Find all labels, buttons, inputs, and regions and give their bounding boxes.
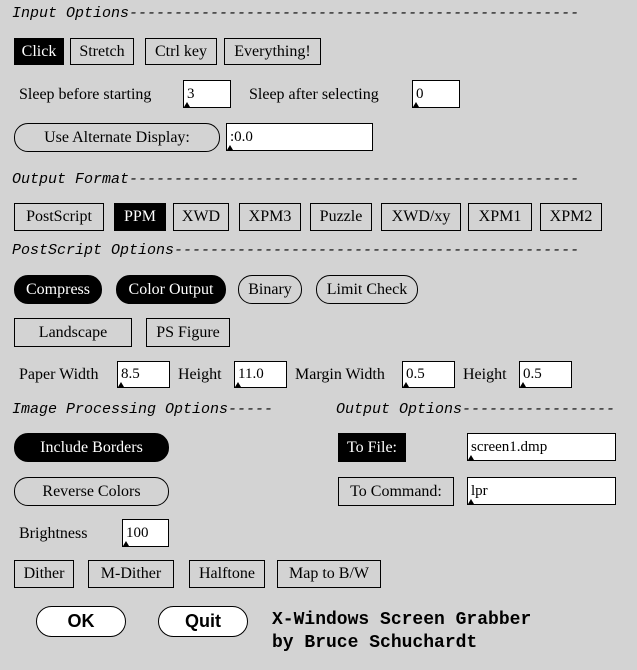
mode-stretch-button[interactable]: Stretch — [70, 38, 134, 65]
m-dither-button[interactable]: M-Dither — [88, 560, 174, 588]
include-borders-toggle[interactable]: Include Borders — [14, 433, 169, 462]
paper-width-field[interactable] — [117, 361, 170, 388]
margin-width-value: 0.5 — [406, 366, 425, 382]
map-to-bw-button[interactable]: Map to B/W — [277, 560, 381, 588]
paper-height-value: 11.0 — [238, 366, 264, 382]
text-caret-icon — [235, 382, 241, 387]
input-options-header: Input Options-------------------------------------------------- — [12, 5, 580, 22]
margin-height-value: 0.5 — [523, 366, 542, 382]
output-options-header: Output Options----------------- — [336, 401, 616, 418]
text-caret-icon — [403, 382, 409, 387]
output-format-header: Output Format-------------------------------------------------- — [12, 171, 580, 188]
text-caret-icon — [227, 145, 233, 150]
binary-toggle[interactable]: Binary — [238, 275, 302, 304]
text-caret-icon — [468, 499, 474, 504]
mode-click-button[interactable]: Click — [14, 38, 64, 65]
margin-height-label: Height — [463, 366, 507, 383]
margin-width-field[interactable] — [402, 361, 455, 388]
text-caret-icon — [118, 382, 124, 387]
mode-ctrl-key-button[interactable]: Ctrl key — [145, 38, 217, 65]
app-title: X-Windows Screen Grabber — [272, 610, 532, 630]
color-output-toggle[interactable]: Color Output — [116, 275, 226, 304]
use-alternate-display-button[interactable]: Use Alternate Display: — [14, 123, 220, 152]
sleep-before-value: 3 — [187, 85, 195, 102]
postscript-options-header: PostScript Options--------------------------------------------- — [12, 242, 580, 259]
text-caret-icon — [123, 541, 129, 546]
paper-height-label: Height — [178, 366, 222, 383]
margin-width-label: Margin Width — [295, 366, 385, 383]
quit-button[interactable]: Quit — [158, 606, 248, 637]
text-caret-icon — [184, 102, 190, 107]
ok-button[interactable]: OK — [36, 606, 126, 637]
brightness-field[interactable] — [122, 519, 169, 547]
format-xpm3-button[interactable]: XPM3 — [239, 203, 301, 231]
dither-button[interactable]: Dither — [14, 560, 74, 588]
format-xwd-xy-button[interactable]: XWD/xy — [381, 203, 461, 231]
paper-width-value: 8.5 — [121, 366, 140, 382]
format-postscript-button[interactable]: PostScript — [14, 203, 104, 231]
output-command-value: lpr — [471, 482, 488, 499]
sleep-after-label: Sleep after selecting — [249, 86, 379, 103]
author-credit: by Bruce Schuchardt — [272, 633, 478, 653]
sleep-before-field[interactable] — [183, 80, 231, 108]
brightness-value: 100 — [126, 524, 149, 541]
mode-everything-button[interactable]: Everything! — [224, 38, 321, 65]
paper-height-field[interactable] — [234, 361, 287, 388]
reverse-colors-toggle[interactable]: Reverse Colors — [14, 477, 169, 506]
compress-toggle[interactable]: Compress — [14, 275, 102, 304]
halftone-button[interactable]: Halftone — [189, 560, 265, 588]
output-file-field[interactable] — [467, 433, 616, 461]
brightness-label: Brightness — [19, 525, 88, 542]
output-command-field[interactable] — [467, 477, 616, 505]
to-file-button[interactable]: To File: — [338, 433, 406, 462]
ps-figure-toggle[interactable]: PS Figure — [146, 318, 230, 347]
sleep-after-value: 0 — [416, 85, 424, 102]
sleep-before-label: Sleep before starting — [19, 86, 152, 103]
paper-width-label: Paper Width — [19, 366, 99, 383]
sleep-after-field[interactable] — [412, 80, 460, 108]
format-puzzle-button[interactable]: Puzzle — [310, 203, 372, 231]
format-xpm1-button[interactable]: XPM1 — [468, 203, 532, 231]
text-caret-icon — [520, 382, 526, 387]
text-caret-icon — [468, 455, 474, 460]
alternate-display-value: :0.0 — [230, 128, 253, 145]
alternate-display-field[interactable] — [226, 123, 373, 151]
format-xpm2-button[interactable]: XPM2 — [540, 203, 602, 231]
format-xwd-button[interactable]: XWD — [173, 203, 229, 231]
margin-height-field[interactable] — [519, 361, 572, 388]
output-file-value: screen1.dmp — [471, 438, 548, 455]
limit-check-toggle[interactable]: Limit Check — [316, 275, 418, 304]
landscape-toggle[interactable]: Landscape — [14, 318, 132, 347]
to-command-button[interactable]: To Command: — [338, 477, 454, 506]
text-caret-icon — [413, 102, 419, 107]
image-processing-header: Image Processing Options----- — [12, 401, 274, 418]
format-ppm-button[interactable]: PPM — [114, 203, 166, 231]
